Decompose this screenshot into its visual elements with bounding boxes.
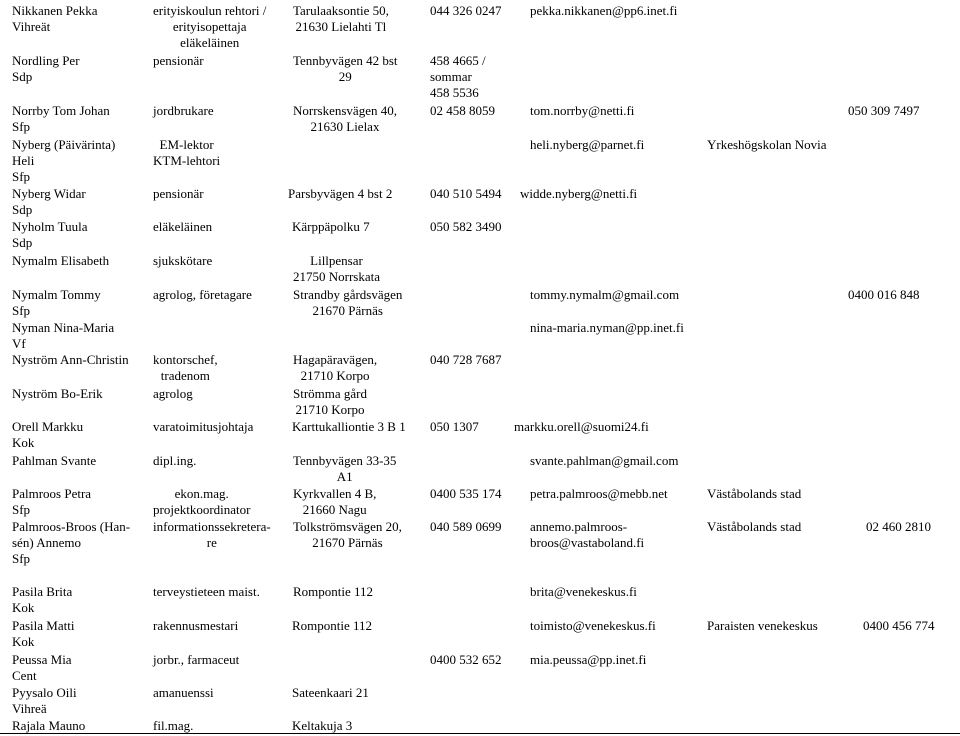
- member-address-line: Kyrkvallen 4 B,: [293, 486, 377, 501]
- member-address: [293, 519, 402, 551]
- member-name-line: Pahlman Svante: [12, 453, 97, 468]
- member-title-line: terveystieteen maist.: [153, 584, 260, 599]
- member-phone: [430, 103, 495, 119]
- member-title: [153, 618, 238, 634]
- member-title-line: jorbr., farmaceut: [153, 652, 240, 667]
- member-phone-line: 02 458 8059: [430, 103, 495, 118]
- member-phone: [430, 419, 479, 435]
- member-email-line: mia.peussa@pp.inet.fi: [530, 652, 647, 667]
- member-address: [293, 253, 380, 285]
- member-address-line: 21630 Lielahti Tl: [295, 19, 387, 34]
- member-name: [12, 685, 77, 717]
- member-email-line: brita@venekeskus.fi: [530, 584, 637, 599]
- member-phone: [430, 652, 502, 668]
- member-address-line: 21630 Lielax: [310, 119, 380, 134]
- member-title-line: agrolog, företagare: [153, 287, 252, 302]
- member-email[interactable]: [530, 584, 637, 600]
- member-phone-line: sommar: [430, 69, 472, 84]
- member-name-line: Sfp: [12, 551, 31, 566]
- member-email[interactable]: [530, 618, 656, 634]
- member-name: [12, 53, 80, 85]
- member-name-line: Nyström Ann-Christin: [12, 352, 129, 367]
- member-title: [153, 486, 250, 518]
- member-title-line: sjukskötare: [153, 253, 213, 268]
- member-title: [153, 53, 204, 69]
- member-name: [12, 718, 85, 734]
- member-mobile: [863, 618, 935, 634]
- member-mobile-line: 0400 016 848: [848, 287, 920, 302]
- member-address-line: Kärppäpolku 7: [292, 219, 370, 234]
- member-phone-line: 050 582 3490: [430, 219, 502, 234]
- member-title: [153, 453, 196, 469]
- member-address: [292, 419, 406, 435]
- member-name: [12, 137, 115, 185]
- member-email-line: nina-maria.nyman@pp.inet.fi: [530, 320, 684, 335]
- member-name: [12, 186, 86, 218]
- member-mobile: [866, 519, 931, 535]
- member-email[interactable]: [530, 519, 644, 551]
- member-email[interactable]: [530, 486, 668, 502]
- member-title-line: pensionär: [153, 53, 204, 68]
- member-email-line: pekka.nikkanen@pp6.inet.fi: [530, 3, 678, 18]
- member-address: [292, 219, 370, 235]
- member-email-line: broos@vastaboland.fi: [530, 535, 645, 550]
- member-address-line: Sateenkaari 21: [292, 685, 369, 700]
- member-name-line: Kok: [12, 600, 35, 615]
- member-name-line: Pasila Brita: [12, 584, 73, 599]
- bottom-rule: [0, 733, 960, 734]
- member-name-line: Nymalm Elisabeth: [12, 253, 110, 268]
- member-phone: [430, 186, 502, 202]
- member-email[interactable]: [530, 287, 679, 303]
- member-address: [292, 685, 369, 701]
- member-name-line: Nyman Nina-Maria: [12, 320, 115, 335]
- member-name: [12, 103, 110, 135]
- member-title-line: eläkeläinen: [180, 35, 240, 50]
- member-title: [153, 584, 260, 600]
- member-name-line: Vihreät: [12, 19, 51, 34]
- member-address-line: Rompontie 112: [293, 584, 374, 599]
- member-address: [293, 386, 367, 418]
- member-name-line: Sfp: [12, 303, 31, 318]
- member-title: [153, 386, 193, 402]
- member-email[interactable]: [530, 103, 634, 119]
- member-address-line: Tarulaaksontie 50,: [293, 3, 389, 18]
- member-phone: [430, 3, 502, 19]
- member-organization-line: Väståbolands stad: [707, 519, 802, 534]
- member-email-line: widde.nyberg@netti.fi: [520, 186, 638, 201]
- member-address-line: 21710 Korpo: [300, 368, 370, 383]
- member-title-line: agrolog: [153, 386, 193, 401]
- member-address: [293, 53, 398, 85]
- member-email[interactable]: [520, 186, 637, 202]
- member-title-line: tradenom: [160, 368, 210, 383]
- member-organization: [707, 618, 818, 634]
- member-address-line: Tolkströmsvägen 20,: [293, 519, 402, 534]
- member-title: [153, 419, 253, 435]
- member-phone-line: 044 326 0247: [430, 3, 502, 18]
- member-name-line: Rajala Mauno: [12, 718, 86, 733]
- member-name-line: Kok: [12, 435, 35, 450]
- member-phone: [430, 219, 502, 235]
- member-name-line: Sdp: [12, 202, 33, 217]
- member-address: [292, 718, 352, 734]
- member-title: [153, 186, 204, 202]
- member-phone-line: 458 4665 /: [430, 53, 486, 68]
- member-mobile: [848, 287, 920, 303]
- member-phone: [430, 486, 502, 502]
- member-organization-line: Yrkeshögskolan Novia: [707, 137, 827, 152]
- member-address-line: Keltakuja 3: [292, 718, 353, 733]
- member-email-line: annemo.palmroos-: [530, 519, 628, 534]
- member-email-line: markku.orell@suomi24.fi: [514, 419, 649, 434]
- member-name-line: sén) Annemo: [12, 535, 81, 550]
- member-name: [12, 3, 98, 35]
- member-title: [153, 718, 193, 734]
- member-title: [153, 287, 252, 303]
- member-address-line: 21670 Pärnäs: [312, 535, 383, 550]
- member-name: [12, 453, 96, 469]
- member-title-line: EM-lektor: [159, 137, 214, 152]
- member-address-line: 21660 Nagu: [302, 502, 367, 517]
- member-title-line: KTM-lehtori: [153, 153, 221, 168]
- member-name-line: Vihreä: [12, 701, 47, 716]
- member-name-line: Norrby Tom Johan: [12, 103, 110, 118]
- member-phone: [430, 53, 486, 101]
- member-address: [293, 3, 389, 35]
- member-name-line: Orell Markku: [12, 419, 84, 434]
- member-organization-line: Väståbolands stad: [707, 486, 802, 501]
- member-name-line: Palmroos Petra: [12, 486, 92, 501]
- member-name: [12, 519, 130, 567]
- member-mobile-line: 0400 456 774: [863, 618, 935, 633]
- member-name-line: Sfp: [12, 119, 31, 134]
- member-title-line: erityisopettaja: [172, 19, 247, 34]
- member-phone-line: 0400 535 174: [430, 486, 502, 501]
- member-title-line: projektkoordinator: [153, 502, 251, 517]
- member-address-line: Hagapäravägen,: [293, 352, 378, 367]
- member-address-line: Strandby gårdsvägen: [293, 287, 403, 302]
- member-address: [293, 103, 397, 135]
- member-mobile: [848, 103, 920, 119]
- member-name-line: Kok: [12, 634, 35, 649]
- member-name: [12, 419, 83, 451]
- member-name-line: Nyberg Widar: [12, 186, 86, 201]
- member-address-line: Tennbyvägen 42 bst: [293, 53, 398, 68]
- member-name: [12, 320, 114, 352]
- member-name-line: Nymalm Tommy: [12, 287, 101, 302]
- member-name-line: Nyström Bo-Erik: [12, 386, 103, 401]
- member-name-line: Nyberg (Päivärinta): [12, 137, 116, 152]
- member-title-line: erityiskoulun rehtori /: [153, 3, 267, 18]
- member-address-line: Tennbyvägen 33-35: [293, 453, 397, 468]
- member-phone-line: 458 5536: [430, 85, 479, 100]
- member-name-line: Vf: [12, 336, 26, 351]
- member-name: [12, 386, 103, 402]
- member-address-line: 21710 Korpo: [295, 402, 365, 417]
- member-name: [12, 219, 88, 251]
- member-address-line: Rompontie 112: [292, 618, 373, 633]
- member-organization-line: Paraisten venekeskus: [707, 618, 818, 633]
- member-name-line: Peussa Mia: [12, 652, 72, 667]
- member-email[interactable]: [530, 137, 644, 153]
- member-phone: [430, 352, 502, 368]
- member-name-line: Nyholm Tuula: [12, 219, 88, 234]
- member-address-line: Lillpensar: [310, 253, 363, 268]
- member-title: [153, 652, 239, 668]
- member-email[interactable]: [530, 3, 677, 19]
- member-phone-line: 040 728 7687: [430, 352, 502, 367]
- member-address-line: Karttukalliontie 3 B 1: [292, 419, 406, 434]
- member-name: [12, 618, 74, 650]
- member-address-line: 21670 Pärnäs: [312, 303, 383, 318]
- member-email[interactable]: [530, 320, 684, 336]
- member-title-line: re: [206, 535, 217, 550]
- member-organization: [707, 137, 827, 153]
- member-email-line: heli.nyberg@parnet.fi: [530, 137, 645, 152]
- member-name: [12, 253, 109, 269]
- member-email-line: tom.norrby@netti.fi: [530, 103, 635, 118]
- member-address: [293, 287, 402, 319]
- member-title-line: ekon.mag.: [174, 486, 229, 501]
- member-address-line: 29: [338, 69, 352, 84]
- member-address-line: A1: [336, 469, 353, 484]
- member-title: [153, 253, 212, 269]
- member-title-line: informationssekreterа-: [153, 519, 271, 534]
- member-name-line: Nordling Per: [12, 53, 80, 68]
- member-phone-line: 050 1307: [430, 419, 479, 434]
- member-title: [153, 103, 214, 119]
- member-title-line: pensionär: [153, 186, 204, 201]
- member-title-line: kontorschef,: [153, 352, 218, 367]
- member-title: [153, 219, 212, 235]
- member-name-line: Sfp: [12, 169, 31, 184]
- member-address-line: Strömma gård: [293, 386, 368, 401]
- member-title-line: amanuenssi: [153, 685, 214, 700]
- member-address-line: Norrskensvägen 40,: [293, 103, 397, 118]
- member-name: [12, 352, 129, 368]
- member-address-line: 21750 Norrskata: [293, 269, 381, 284]
- member-email-line: svante.pahlman@gmail.com: [530, 453, 679, 468]
- member-address: [292, 618, 372, 634]
- member-email[interactable]: [530, 453, 678, 469]
- member-title: [153, 352, 218, 384]
- member-email[interactable]: [514, 419, 649, 435]
- member-name-line: Palmroos-Broos (Han-: [12, 519, 131, 534]
- member-name: [12, 287, 101, 319]
- member-phone-line: 0400 532 652: [430, 652, 502, 667]
- member-title: [153, 519, 271, 551]
- member-phone-line: 040 510 5494: [430, 186, 502, 201]
- member-name-line: Sfp: [12, 502, 31, 517]
- member-address: [293, 584, 373, 600]
- member-title: [153, 137, 220, 169]
- member-address: [288, 186, 392, 202]
- member-name-line: Sdp: [12, 69, 33, 84]
- member-title-line: rakennusmestari: [153, 618, 239, 633]
- member-name-line: Sdp: [12, 235, 33, 250]
- member-email-line: toimisto@venekeskus.fi: [530, 618, 656, 633]
- member-name: [12, 486, 91, 518]
- member-name-line: Cent: [12, 668, 37, 683]
- member-name-line: Heli: [12, 153, 35, 168]
- member-title-line: dipl.ing.: [153, 453, 197, 468]
- member-name-line: Pasila Matti: [12, 618, 75, 633]
- member-mobile-line: 050 309 7497: [848, 103, 920, 118]
- member-email-line: petra.palmroos@mebb.net: [530, 486, 668, 501]
- member-name: [12, 652, 72, 684]
- member-address: [293, 453, 396, 485]
- member-name-line: Nikkanen Pekka: [12, 3, 98, 18]
- member-title-line: fil.mag.: [153, 718, 194, 733]
- member-mobile-line: 02 460 2810: [866, 519, 931, 534]
- member-address-line: Parsbyvägen 4 bst 2: [288, 186, 393, 201]
- member-address: [293, 486, 376, 518]
- member-title-line: varatoimitusjohtaja: [153, 419, 254, 434]
- member-name-line: Pyysalo Oili: [12, 685, 77, 700]
- member-title: [153, 3, 266, 51]
- member-phone: [430, 519, 502, 535]
- member-organization: [707, 486, 801, 502]
- member-title-line: eläkeläinen: [153, 219, 213, 234]
- member-address: [293, 352, 377, 384]
- member-title: [153, 685, 214, 701]
- member-organization: [707, 519, 801, 535]
- member-name: [12, 584, 72, 616]
- member-email-line: tommy.nymalm@gmail.com: [530, 287, 680, 302]
- member-email[interactable]: [530, 652, 646, 668]
- member-phone-line: 040 589 0699: [430, 519, 502, 534]
- member-title-line: jordbrukare: [153, 103, 214, 118]
